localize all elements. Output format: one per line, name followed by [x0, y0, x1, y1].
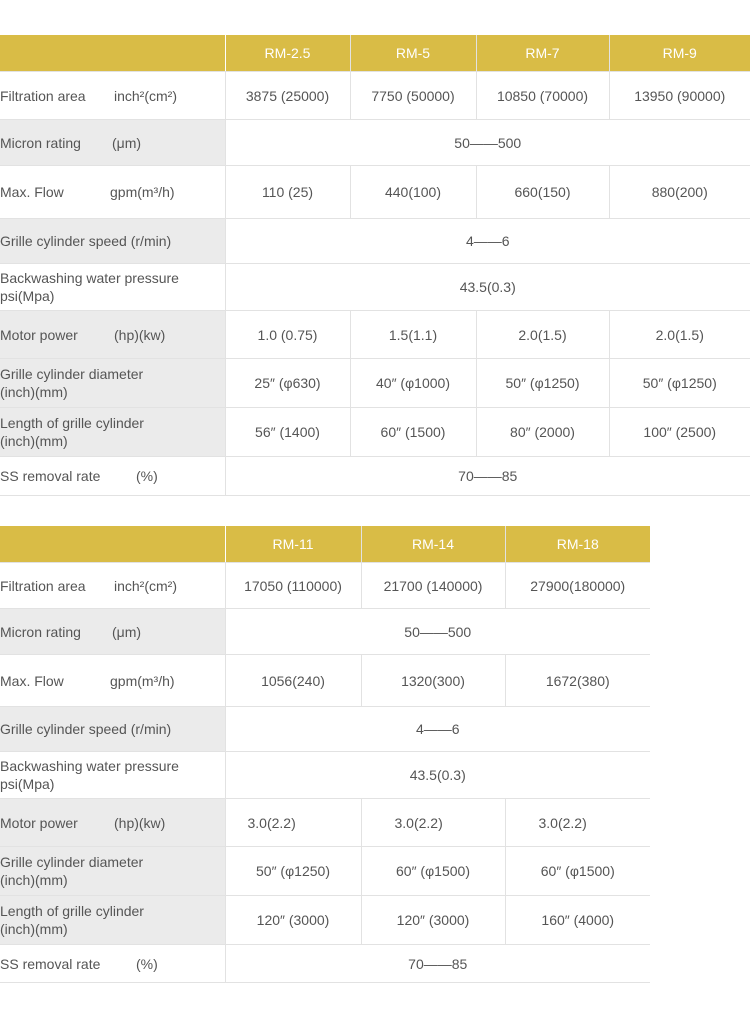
model-header: RM-14	[361, 526, 505, 563]
row-label: Grille cylinder speed (r/min)	[0, 219, 225, 264]
label-name: Motor power	[0, 326, 78, 343]
label-name: Motor power	[0, 814, 78, 831]
label-name: Length of grille cylinder	[0, 903, 144, 919]
label-unit: gpm(m³/h)	[110, 672, 175, 689]
cell-value: 2.0(1.5)	[476, 311, 609, 359]
label-name: SS removal rate	[0, 468, 101, 484]
label-unit: (inch)(mm)	[0, 433, 68, 449]
row-label	[0, 563, 225, 609]
cell-value: 70——85	[225, 945, 650, 983]
cell-value: 3.0(2.2)	[225, 799, 361, 847]
row-backwash-pressure	[0, 264, 750, 311]
cell-value: 4——6	[225, 219, 750, 264]
row-label	[0, 408, 225, 457]
row-micron-rating	[0, 609, 650, 655]
cell-value: 100″ (2500)	[609, 408, 750, 457]
cell-value: 17050 (110000)	[225, 563, 361, 609]
header-row	[0, 35, 750, 72]
cell-value: 13950 (90000)	[609, 72, 750, 120]
row-backwash-pressure	[0, 752, 650, 799]
cell-value: 160″ (4000)	[505, 896, 650, 945]
row-label	[0, 264, 225, 311]
cell-value: 56″ (1400)	[225, 408, 350, 457]
row-motor-power	[0, 311, 750, 359]
label-unit: psi(Mpa)	[0, 288, 55, 304]
row-label	[0, 945, 225, 983]
model-header: RM-7	[476, 35, 609, 72]
cell-value: 50″ (φ1250)	[225, 847, 361, 896]
row-grille-diameter	[0, 359, 750, 408]
row-grille-length	[0, 896, 650, 945]
row-label	[0, 847, 225, 896]
model-header: RM-2.5	[225, 35, 350, 72]
cell-value: 80″ (2000)	[476, 408, 609, 457]
cell-value: 110 (25)	[225, 166, 350, 219]
row-max-flow	[0, 166, 750, 219]
cell-value: 120″ (3000)	[361, 896, 505, 945]
cell-value: 440(100)	[350, 166, 476, 219]
label-unit: psi(Mpa)	[0, 776, 55, 792]
model-header: RM-9	[609, 35, 750, 72]
cell-value: 60″ (1500)	[350, 408, 476, 457]
cell-value: 25″ (φ630)	[225, 359, 350, 408]
row-grille-length	[0, 408, 750, 457]
cell-value: 60″ (φ1500)	[505, 847, 650, 896]
cell-value: 50——500	[225, 120, 750, 166]
label-unit: inch²(cm²)	[114, 577, 177, 594]
row-label	[0, 72, 225, 120]
row-label	[0, 311, 225, 359]
cell-value: 70——85	[225, 457, 750, 496]
cell-value: 1.5(1.1)	[350, 311, 476, 359]
cell-value: 50——500	[225, 609, 650, 655]
cell-value: 43.5(0.3)	[225, 752, 650, 799]
row-grille-diameter	[0, 847, 650, 896]
label-name: Max. Flow	[0, 672, 64, 689]
label-unit: (μm)	[112, 134, 142, 151]
cell-value: 3.0(2.2)	[505, 799, 650, 847]
cell-value: 4——6	[225, 707, 650, 752]
header-blank	[0, 526, 225, 563]
model-header: RM-5	[350, 35, 476, 72]
row-label	[0, 799, 225, 847]
label-name: Micron rating	[0, 623, 81, 640]
label-name: Filtration area	[0, 87, 86, 104]
label-name: Backwashing water pressure	[0, 270, 179, 286]
row-label	[0, 166, 225, 219]
label-unit: (hp)(kw)	[114, 814, 166, 831]
header-blank	[0, 35, 225, 72]
row-filtration-area	[0, 563, 650, 609]
cell-value: 3.0(2.2)	[361, 799, 505, 847]
label-name: Length of grille cylinder	[0, 415, 144, 431]
cell-value: 40″ (φ1000)	[350, 359, 476, 408]
row-label	[0, 752, 225, 799]
model-header: RM-11	[225, 526, 361, 563]
cell-value: 1056(240)	[225, 655, 361, 707]
row-grille-speed	[0, 707, 650, 752]
cell-value: 60″ (φ1500)	[361, 847, 505, 896]
label-name: Max. Flow	[0, 184, 64, 200]
row-label	[0, 609, 225, 655]
label-name: Filtration area	[0, 577, 86, 594]
label-unit: inch²(cm²)	[114, 87, 177, 104]
label-unit: gpm(m³/h)	[110, 184, 175, 200]
label-unit: (μm)	[112, 623, 142, 640]
cell-value: 120″ (3000)	[225, 896, 361, 945]
cell-value: 880(200)	[609, 166, 750, 219]
cell-value: 10850 (70000)	[476, 72, 609, 120]
row-label: Grille cylinder speed (r/min)	[0, 707, 225, 752]
spec-table-1	[0, 35, 750, 496]
row-micron-rating	[0, 120, 750, 166]
cell-value: 660(150)	[476, 166, 609, 219]
row-label	[0, 896, 225, 945]
label-name: Micron rating	[0, 134, 81, 151]
row-label	[0, 359, 225, 408]
label-name: SS removal rate	[0, 955, 101, 972]
cell-value: 43.5(0.3)	[225, 264, 750, 311]
row-motor-power	[0, 799, 650, 847]
label-unit: (%)	[136, 468, 158, 484]
label-unit: (inch)(mm)	[0, 384, 68, 400]
cell-value: 50″ (φ1250)	[609, 359, 750, 408]
label-unit: (inch)(mm)	[0, 921, 68, 937]
model-header: RM-18	[505, 526, 650, 563]
cell-value: 3875 (25000)	[225, 72, 350, 120]
row-ss-removal	[0, 457, 750, 496]
label-name: Grille cylinder diameter	[0, 854, 144, 870]
spec-table-2	[0, 526, 650, 983]
row-label	[0, 457, 225, 496]
cell-value: 1.0 (0.75)	[225, 311, 350, 359]
header-row	[0, 526, 650, 563]
cell-value: 50″ (φ1250)	[476, 359, 609, 408]
label-unit: (%)	[136, 955, 158, 972]
label-unit: (hp)(kw)	[114, 326, 166, 343]
row-label	[0, 655, 225, 707]
row-max-flow	[0, 655, 650, 707]
label-name: Grille cylinder diameter	[0, 366, 144, 382]
cell-value: 21700 (140000)	[361, 563, 505, 609]
cell-value: 27900(180000)	[505, 563, 650, 609]
cell-value: 7750 (50000)	[350, 72, 476, 120]
row-ss-removal	[0, 945, 650, 983]
row-filtration-area	[0, 72, 750, 120]
label-unit: (inch)(mm)	[0, 872, 68, 888]
cell-value: 1672(380)	[505, 655, 650, 707]
label-name: Backwashing water pressure	[0, 758, 179, 774]
cell-value: 2.0(1.5)	[609, 311, 750, 359]
cell-value: 1320(300)	[361, 655, 505, 707]
row-label	[0, 120, 225, 166]
row-grille-speed	[0, 219, 750, 264]
